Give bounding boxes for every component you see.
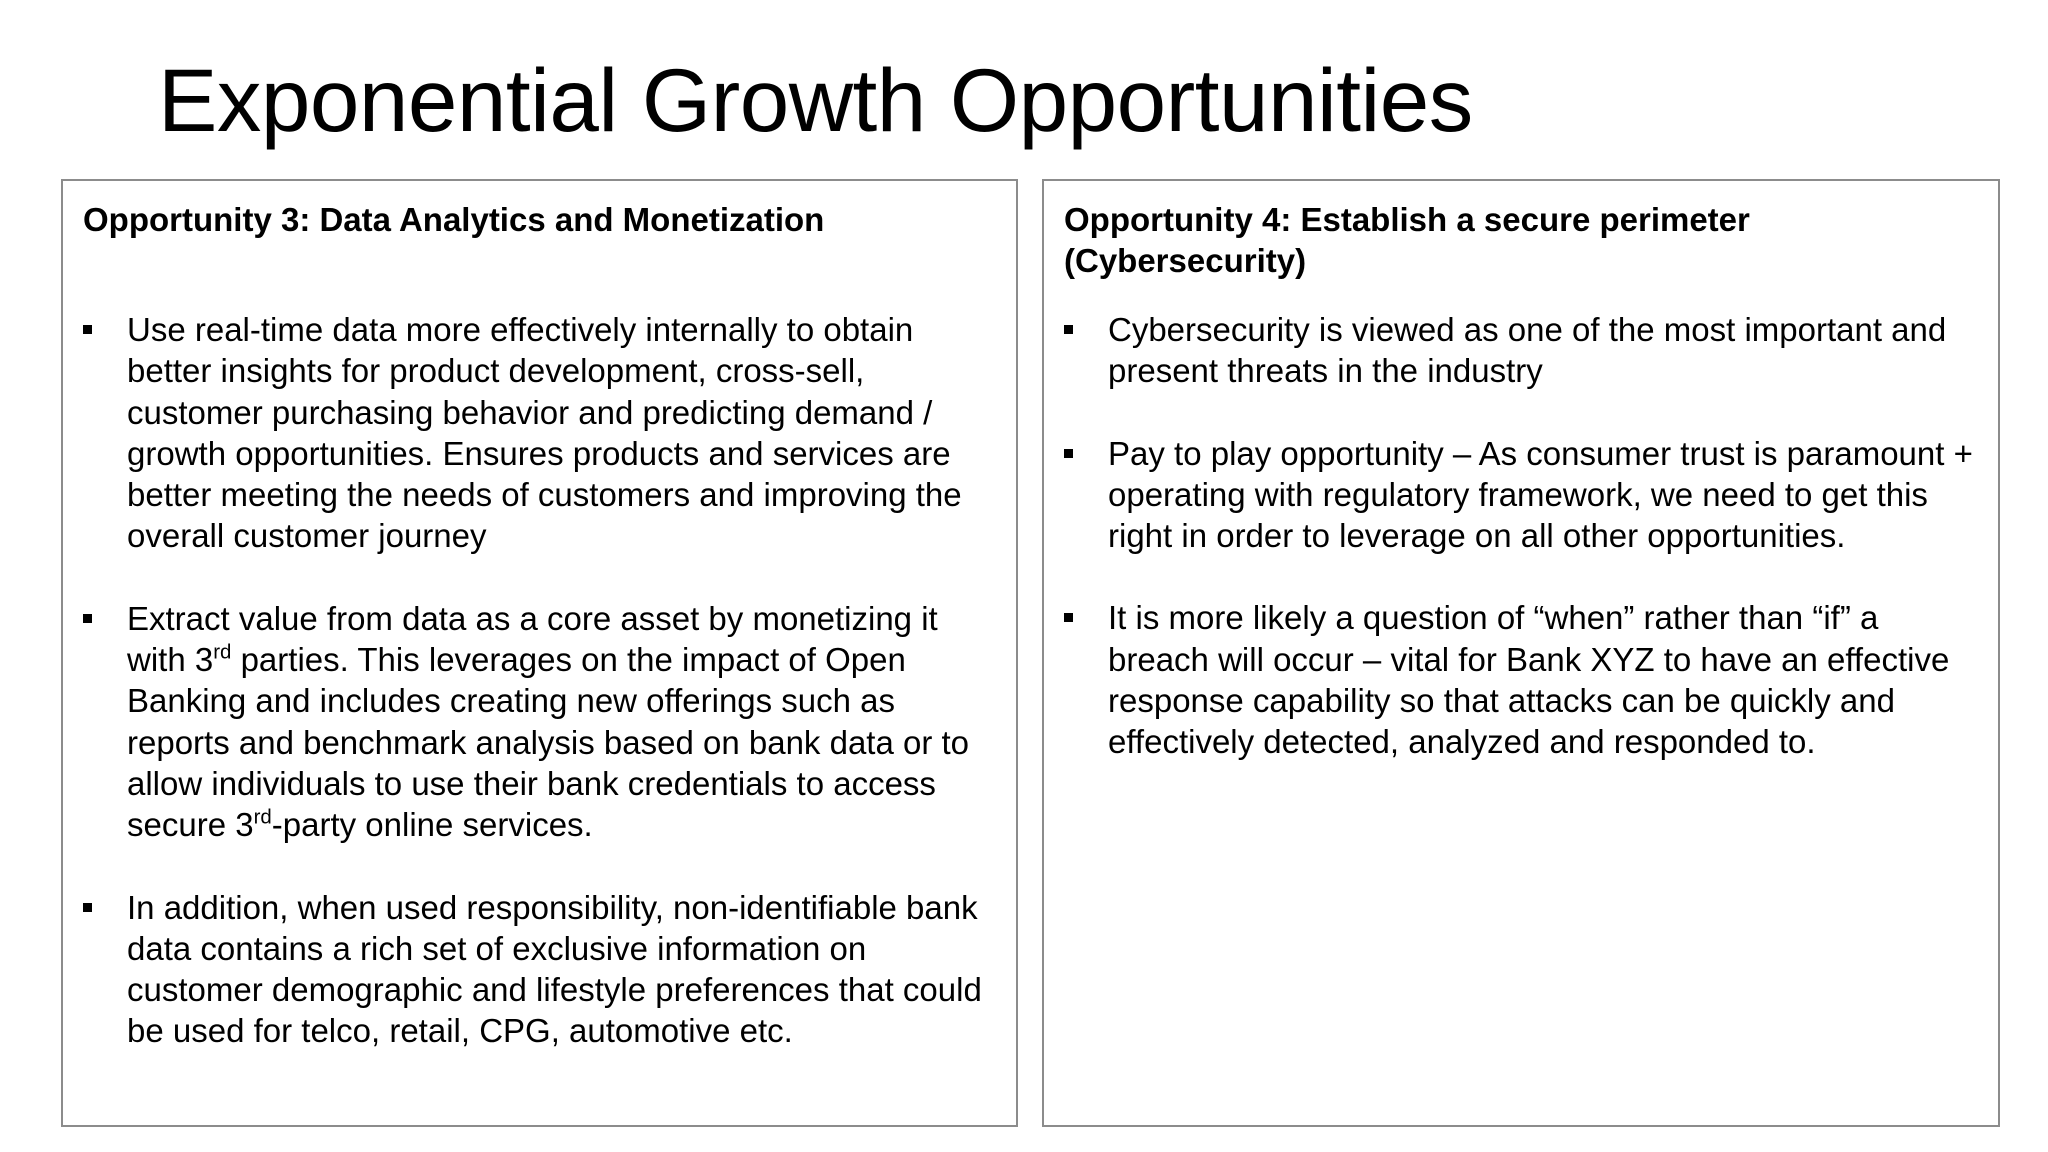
- bullet-text: Cybersecurity is viewed as one of the most important and present threats in the industry: [1108, 311, 1947, 390]
- opportunity-3-bullet-3: [83, 887, 998, 1052]
- opportunity-4-bullet-3: [1064, 597, 1980, 762]
- opportunity-3-bullet-list: [83, 309, 998, 1093]
- ordinal-superscript: rd: [213, 640, 232, 664]
- ordinal-superscript: rd: [253, 806, 272, 829]
- opportunity-3-bullet-2: [83, 598, 998, 846]
- bullet-text-part: -party online services.: [271, 806, 593, 844]
- bullet-text: Pay to play opportunity – As consumer trust is paramount + operating with regulatory framework, we need to get this right in order to leverage on all other opportunities.: [1108, 434, 1973, 555]
- opportunity-4-heading: Opportunity 4: Establish a secure perimeter (Cybersecurity): [1064, 201, 1750, 279]
- bullet-text-part: Extract value from data as a core asset by monetizing it with 3: [127, 599, 938, 679]
- square-bullet-icon: [1064, 449, 1073, 458]
- bullet-text: Use real-time data more effectively internally to obtain better insights for product development, cross-sell, customer purchasing behavior and predicting demand / growth opportunities. Ensures products and services are better meeting the needs of customers and improving the overall customer journey: [127, 311, 962, 555]
- slide-title: Exponential Growth Opportunities: [158, 50, 1473, 150]
- square-bullet-icon: [83, 903, 92, 912]
- opportunity-4-bullet-1: [1064, 309, 1980, 392]
- bullet-text-part: parties. This leverages on the impact of Open Banking and includes creating new offerings such as reports and benchmark analysis based on bank data or to allow individuals to use their bank credentials to access secure 3: [127, 641, 970, 844]
- opportunity-4-bullet-list: [1064, 309, 1980, 804]
- bullet-text: It is more likely a question of “when” rather than “if” a breach will occur – vital for Bank XYZ to have an effective response capability so that attacks can be quickly and effectively detected, analyzed and responded to.: [1108, 599, 1950, 761]
- bullet-text: In addition, when used responsibility, non-identifiable bank data contains a rich set of exclusive information on customer demographic and lifestyle preferences that could be used for telco, retail, CPG, automotive etc.: [127, 888, 982, 1050]
- square-bullet-icon: [1064, 325, 1073, 334]
- square-bullet-icon: [83, 614, 92, 623]
- opportunity-4-bullet-2: [1064, 433, 1980, 557]
- square-bullet-icon: [1064, 613, 1073, 622]
- square-bullet-icon: [83, 325, 92, 334]
- opportunity-3-bullet-1: [83, 309, 998, 557]
- opportunity-3-panel: [61, 179, 1018, 1127]
- opportunity-4-panel: [1042, 179, 2000, 1127]
- bullet-text: [127, 598, 998, 846]
- opportunity-3-heading: Opportunity 3: Data Analytics and Monetization: [83, 201, 825, 238]
